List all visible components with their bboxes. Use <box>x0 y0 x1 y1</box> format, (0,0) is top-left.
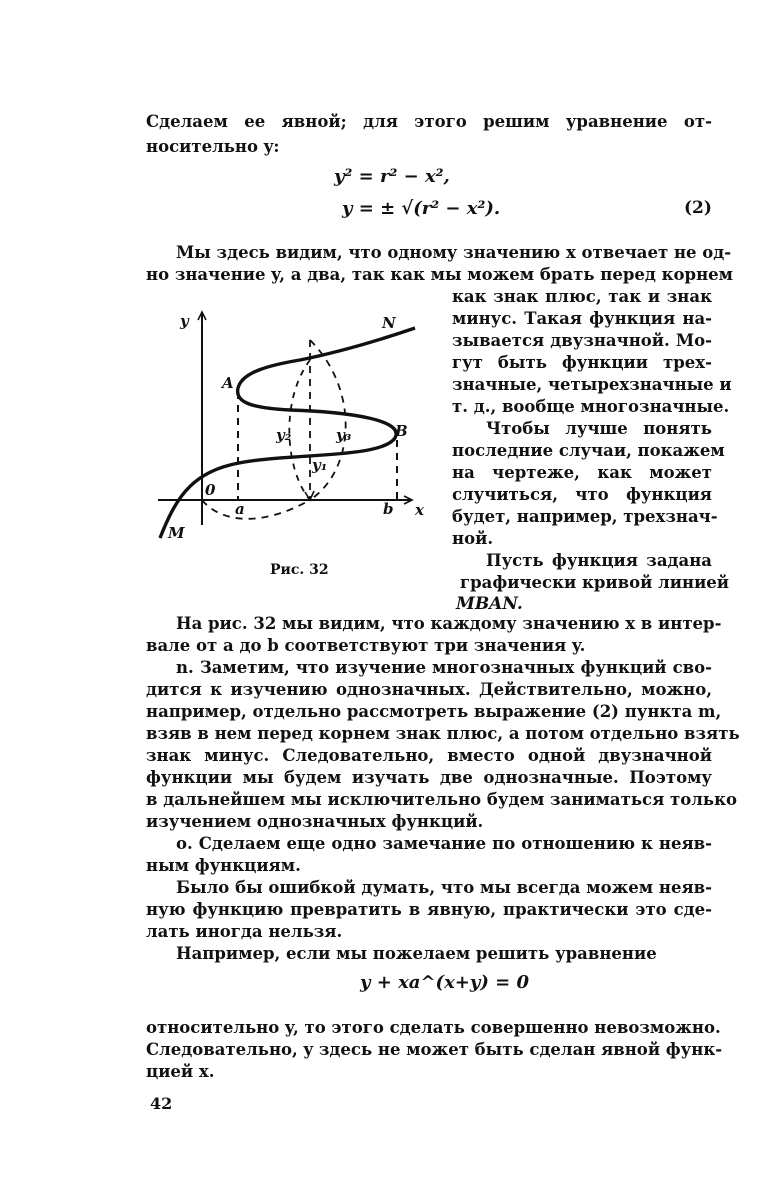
text-line: MBAN. <box>456 594 523 614</box>
text-line: зывается двузначной. Мо- <box>452 331 712 350</box>
text-line: ным функциям. <box>146 856 301 875</box>
text-line: Чтобы лучше понять <box>486 419 712 438</box>
text-line: но значение y, а два, так как мы можем брать перед корнем <box>146 265 733 284</box>
formula-1: y² = r² − x², <box>334 166 450 187</box>
text-line: n. Заметим, что изучение многозначных функций сво- <box>176 658 712 677</box>
text-line: знак минус. Следовательно, вместо одной двузначной <box>146 746 712 765</box>
formula-2: y = ± √(r² − x²). <box>342 198 501 219</box>
label-origin: 0 <box>205 481 216 499</box>
text-line: графически кривой линией <box>460 573 730 592</box>
label-M: M <box>168 524 185 542</box>
text-line: дится к изучению однозначных. Действительно, можно, <box>146 680 712 699</box>
text-line: носительно y: <box>146 137 280 156</box>
text-line: о. Сделаем еще одно замечание по отношению к неяв- <box>176 834 712 853</box>
label-y2: y₂ <box>276 426 292 444</box>
formula-3: y + xa^(x+y) = 0 <box>360 972 529 993</box>
text-line: Пусть функция задана <box>486 551 712 570</box>
text-line: вале от a до b соответствуют три значения y. <box>146 636 586 655</box>
text-line: ной. <box>452 529 494 548</box>
label-b: b <box>383 500 394 518</box>
text-line: На рис. 32 мы видим, что каждому значению x в интер- <box>176 614 722 633</box>
label-B: B <box>395 422 408 440</box>
text-line: Следовательно, y здесь не может быть сделан явной функ- <box>146 1040 723 1059</box>
text-line: изучением однозначных функций. <box>146 812 484 831</box>
text-line: на чертеже, как может <box>452 463 712 482</box>
page-number: 42 <box>150 1094 173 1113</box>
text-line: будет, например, трехзнач- <box>452 507 718 526</box>
text-line: Сделаем ее явной; для этого решим уравнение от- <box>146 112 712 131</box>
text-line: в дальнейшем мы исключительно будем заниматься только <box>146 790 738 809</box>
label-A: A <box>222 374 234 392</box>
text-line: как знак плюс, так и знак <box>452 287 712 306</box>
text-line: Мы здесь видим, что одному значению x отвечает не од- <box>176 243 732 262</box>
text-line: цией x. <box>146 1062 215 1081</box>
text-line: случиться, что функция <box>452 485 712 504</box>
label-x-axis: x <box>415 501 424 519</box>
text-line: значные, четырехзначные и <box>452 375 732 394</box>
text-line: последние случаи, покажем <box>452 441 725 460</box>
text-line: т. д., вообще многозначные. <box>452 397 730 416</box>
text-line: Например, если мы пожелаем решить уравнение <box>176 944 657 963</box>
text-line: взяв в нем перед корнем знак плюс, а потом отдельно взять <box>146 724 740 743</box>
text-line: лать иногда нельзя. <box>146 922 343 941</box>
text-line: гут быть функции трех- <box>452 353 712 372</box>
text-line: ную функцию превратить в явную, практически это сде- <box>146 900 712 919</box>
figure-32 <box>150 300 440 545</box>
label-N: N <box>382 314 396 332</box>
label-y3: y₃ <box>336 426 352 444</box>
label-y1: y₁ <box>312 456 328 474</box>
text-line: относительно y, то этого сделать совершенно невозможно. <box>146 1018 721 1037</box>
text-line: функции мы будем изучать две однозначные. Поэтому <box>146 768 712 787</box>
label-a: a <box>235 500 245 518</box>
equation-number: (2) <box>684 198 712 218</box>
figure-caption: Рис. 32 <box>270 562 329 578</box>
text-line: Было бы ошибкой думать, что мы всегда можем неяв- <box>176 878 712 897</box>
text-line: минус. Такая функция на- <box>452 309 712 328</box>
label-y-axis: y <box>180 312 189 330</box>
text-line: например, отдельно рассмотреть выражение (2) пункта m, <box>146 702 722 721</box>
